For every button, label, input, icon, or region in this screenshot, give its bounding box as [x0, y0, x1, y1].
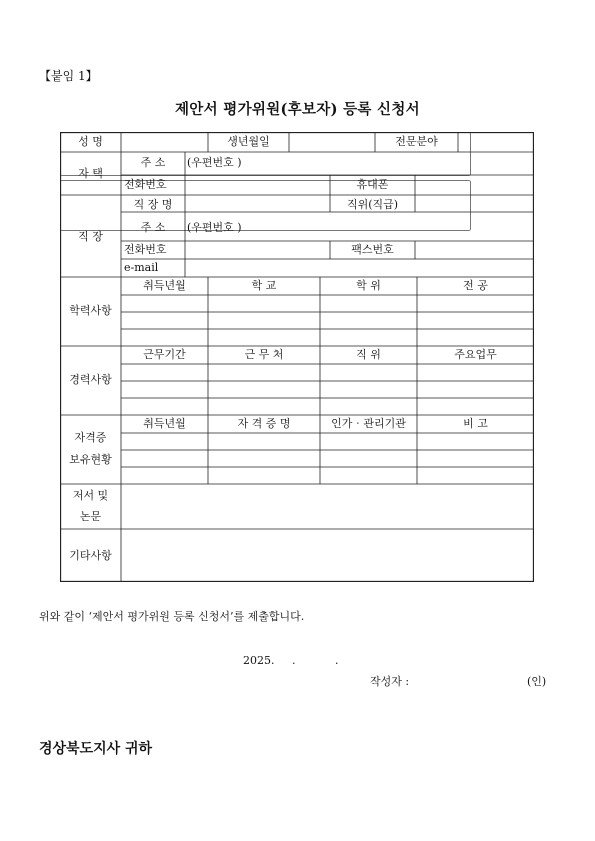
field-input[interactable]: [460, 134, 532, 150]
fax-label: 팩스번호: [351, 243, 394, 256]
addressee: 경상북도지사 귀하: [39, 741, 153, 757]
home-zipcode-text: (우편번호 ): [187, 156, 242, 169]
education-col-degree: 학 위: [356, 279, 381, 292]
career-col-position: 직 위: [356, 348, 381, 361]
seal-label: (인): [527, 675, 547, 688]
author-label: 작성자 :: [370, 675, 410, 688]
form-title: 제안서 평가위원(후보자) 등록 신청서: [175, 101, 420, 118]
career-col-duties: 주요업무: [454, 348, 497, 361]
education-col-major: 전 공: [463, 279, 488, 292]
career-col-workplace: 근 무 처: [244, 348, 284, 361]
date-year: 2025.: [243, 654, 275, 667]
workplace-label: 직 장 명: [133, 198, 173, 211]
certs-col-date: 취득년월: [143, 417, 186, 430]
work-phone-label: 전화번호: [124, 243, 167, 256]
certs-col-remarks: 비 고: [463, 417, 488, 430]
home-mobile-label: 휴대폰: [356, 178, 389, 191]
papers-label-line2: 논문: [79, 510, 102, 523]
attachment-label: 【붙임 1】: [39, 69, 98, 83]
name-label: 성 명: [78, 135, 103, 148]
submission-statement: 위와 같이 ‘제안서 평가위원 등록 신청서’를 제출합니다.: [39, 610, 305, 623]
education-col-date: 취득년월: [143, 279, 186, 292]
home-address-label: 주 소: [140, 156, 166, 169]
work-address-label: 주 소: [140, 221, 166, 234]
other-label: 기타사항: [69, 549, 112, 562]
birth-label: 생년월일: [227, 135, 270, 148]
birth-input[interactable]: [291, 134, 373, 150]
education-section-label: 학력사항: [69, 304, 112, 317]
education-col-school: 학 교: [251, 279, 277, 292]
submission-date: [243, 654, 339, 667]
home-phone-label: 전화번호: [124, 178, 167, 191]
papers-label-line1: 저서 및: [72, 489, 109, 502]
registration-form-table: [60, 132, 534, 582]
work-position-label: 직위(직급): [346, 198, 399, 211]
date-month-dot: .: [292, 654, 296, 667]
email-label: e-mail: [124, 261, 159, 274]
work-section-label: 직 장: [78, 230, 103, 243]
home-section-label: 자 택: [78, 167, 103, 180]
date-day-dot: .: [335, 654, 339, 667]
field-label: 전문분야: [395, 135, 438, 148]
certs-col-authority: 인가‧관리기관: [331, 417, 406, 430]
certs-section-label-line2: 보유현황: [69, 453, 112, 466]
certs-col-name: 자 격 증 명: [237, 417, 291, 430]
name-input[interactable]: [123, 134, 206, 150]
career-col-period: 근무기간: [143, 348, 186, 361]
career-section-label: 경력사항: [69, 373, 112, 386]
certs-section-label-line1: 자격증: [74, 431, 107, 444]
work-zipcode-text: (우편번호 ): [187, 221, 242, 234]
